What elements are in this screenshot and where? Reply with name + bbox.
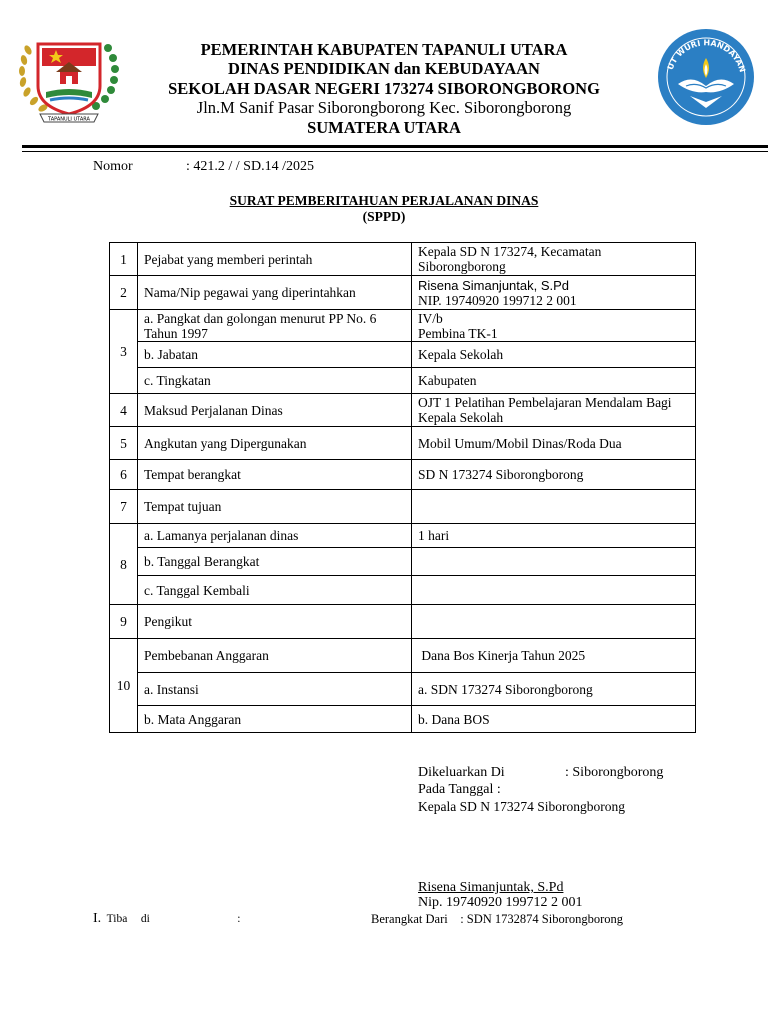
row-number: 4 bbox=[110, 394, 138, 427]
row-label-line: Tahun 1997 bbox=[144, 325, 208, 341]
nomor-label: Nomor bbox=[93, 159, 133, 174]
row-label: c. Tingkatan bbox=[138, 368, 412, 394]
arrival-di-label: di bbox=[140, 913, 150, 925]
table-row bbox=[110, 243, 696, 276]
row-value-line: Kepala Sekolah bbox=[418, 410, 504, 425]
signer-nip: Nip. 19740920 199712 2 001 bbox=[418, 895, 583, 910]
row-value bbox=[412, 576, 696, 605]
row-value bbox=[412, 605, 696, 639]
row-label: a. Lamanya perjalanan dinas bbox=[138, 524, 412, 548]
row-label: Angkutan yang Dipergunakan bbox=[138, 427, 412, 460]
row-label: Nama/Nip pegawai yang diperintahkan bbox=[138, 276, 412, 310]
row-number: 9 bbox=[110, 605, 138, 639]
header-divider-thin bbox=[22, 151, 768, 152]
issued-date-label: Pada Tanggal : bbox=[418, 782, 501, 797]
row-value-line: Pembina TK-1 bbox=[418, 325, 498, 341]
issued-at-value: : Siborongborong bbox=[565, 765, 664, 780]
row-value: Mobil Umum/Mobil Dinas/Roda Dua bbox=[412, 427, 696, 460]
row-label: Tempat tujuan bbox=[138, 490, 412, 524]
table-row bbox=[110, 605, 696, 639]
right-logo-motto-text: UT WURI HANDAYAN bbox=[665, 38, 747, 74]
table-row bbox=[110, 276, 696, 310]
row-label bbox=[138, 310, 412, 342]
table-row bbox=[110, 706, 696, 733]
table-row bbox=[110, 342, 696, 368]
issued-at-label: Dikeluarkan Di bbox=[418, 765, 505, 780]
header-department: DINAS PENDIDIKAN dan KEBUDAYAAN bbox=[228, 59, 540, 78]
section-number: I. bbox=[93, 911, 102, 926]
header-school: SEKOLAH DASAR NEGERI 173274 SIBORONGBORONG bbox=[168, 79, 600, 98]
table-row bbox=[110, 427, 696, 460]
row-value bbox=[412, 310, 696, 342]
row-value: Kepala Sekolah bbox=[412, 342, 696, 368]
row-value: b. Dana BOS bbox=[412, 706, 696, 733]
row-value: 1 hari bbox=[412, 524, 696, 548]
table-row bbox=[110, 673, 696, 706]
row-number: 7 bbox=[110, 490, 138, 524]
row-value: SD N 173274 Siborongborong bbox=[412, 460, 696, 490]
row-value-line: Siborongborong bbox=[418, 259, 506, 274]
header-government: PEMERINTAH KABUPATEN TAPANULI UTARA bbox=[200, 40, 568, 59]
row-label-line: a. Pangkat dan golongan menurut PP No. 6 bbox=[144, 310, 377, 326]
row-value bbox=[412, 394, 696, 427]
row-number: 8 bbox=[110, 524, 138, 605]
row-number: 3 bbox=[110, 310, 138, 394]
table-row bbox=[110, 310, 696, 342]
row-value bbox=[412, 548, 696, 576]
row-label: b. Tanggal Berangkat bbox=[138, 548, 412, 576]
row-value: a. SDN 173274 Siborongborong bbox=[412, 673, 696, 706]
row-label: b. Mata Anggaran bbox=[138, 706, 412, 733]
row-value bbox=[412, 243, 696, 276]
table-row bbox=[110, 368, 696, 394]
row-label: Maksud Perjalanan Dinas bbox=[138, 394, 412, 427]
row-value-line: NIP. 19740920 199712 2 001 bbox=[418, 292, 577, 308]
row-number: 6 bbox=[110, 460, 138, 490]
table-row bbox=[110, 490, 696, 524]
table-row bbox=[110, 576, 696, 605]
left-logo-ribbon-text: TAPANULI UTARA bbox=[48, 116, 90, 123]
row-value-line: Risena Simanjuntak, S.Pd bbox=[418, 277, 570, 293]
arrival-colon: : bbox=[237, 913, 241, 925]
row-label: Pembebanan Anggaran bbox=[138, 639, 412, 673]
signer-name: Risena Simanjuntak, S.Pd bbox=[418, 880, 564, 895]
nomor-value: : 421.2 / / SD.14 /2025 bbox=[186, 159, 314, 174]
row-number: 1 bbox=[110, 243, 138, 276]
row-value-line: Kepala SD N 173274, Kecamatan bbox=[418, 244, 602, 259]
row-number: 10 bbox=[110, 639, 138, 733]
row-label: a. Instansi bbox=[138, 673, 412, 706]
row-value: Kabupaten bbox=[412, 368, 696, 394]
document-subtitle: (SPPD) bbox=[362, 209, 406, 224]
header-province: SUMATERA UTARA bbox=[307, 118, 461, 137]
row-number: 2 bbox=[110, 276, 138, 310]
document-title: SURAT PEMBERITAHUAN PERJALANAN DINAS bbox=[229, 193, 539, 208]
row-value-line: OJT 1 Pelatihan Pembelajaran Mendalam Bagi bbox=[418, 395, 672, 410]
table-row bbox=[110, 548, 696, 576]
header-address: Jln.M Sanif Pasar Siborongborong Kec. Siborongborong bbox=[196, 98, 572, 117]
row-number: 5 bbox=[110, 427, 138, 460]
row-value bbox=[412, 276, 696, 310]
table-row bbox=[110, 394, 696, 427]
departure-from: Berangkat Dari : SDN 1732874 Siborongborong bbox=[371, 912, 624, 926]
arrival-section bbox=[93, 911, 241, 927]
row-label: c. Tanggal Kembali bbox=[138, 576, 412, 605]
sppd-table bbox=[109, 242, 696, 733]
table-row bbox=[110, 639, 696, 673]
table-row bbox=[110, 460, 696, 490]
row-label: Tempat berangkat bbox=[138, 460, 412, 490]
arrival-label: Tiba bbox=[106, 913, 128, 925]
row-value: Dana Bos Kinerja Tahun 2025 bbox=[412, 639, 696, 673]
header-divider-thick bbox=[22, 145, 768, 148]
row-value-line: IV/b bbox=[418, 310, 443, 326]
row-label: Pengikut bbox=[138, 605, 412, 639]
row-value bbox=[412, 490, 696, 524]
signer-position: Kepala SD N 173274 Siborongborong bbox=[418, 799, 625, 814]
row-label: b. Jabatan bbox=[138, 342, 412, 368]
row-label: Pejabat yang memberi perintah bbox=[138, 243, 412, 276]
table-row bbox=[110, 524, 696, 548]
